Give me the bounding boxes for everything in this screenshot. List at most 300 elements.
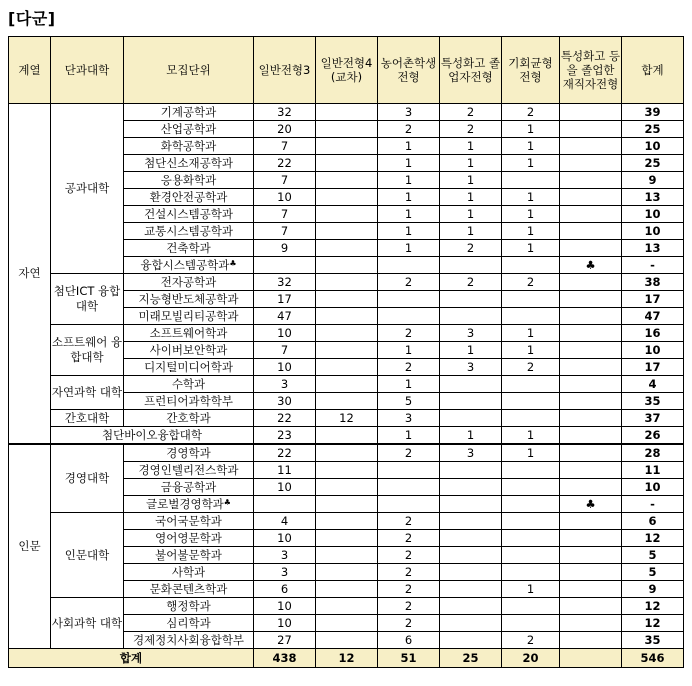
header-total: 합계: [622, 37, 684, 104]
special-worker-cell: [560, 598, 622, 615]
special-grad-cell: 1: [440, 138, 502, 155]
field-cell: 자연: [9, 104, 51, 445]
special-grad-cell: 2: [440, 104, 502, 121]
equal-opportunity-cell: 2: [502, 632, 560, 649]
equal-opportunity-cell: [502, 598, 560, 615]
row-total-cell: 35: [622, 393, 684, 410]
row-total-cell: 10: [622, 138, 684, 155]
general4-cell: [316, 308, 378, 325]
table-row: [9, 325, 684, 342]
equal-opportunity-cell: 1: [502, 206, 560, 223]
equal-opportunity-cell: [502, 410, 560, 427]
unit-label: 교통시스템공학과: [144, 223, 233, 238]
general3-cell: 11: [254, 462, 316, 479]
rural-cell: 5: [378, 393, 440, 410]
unit-cell: [124, 172, 254, 189]
general3-cell: 22: [254, 410, 316, 427]
general4-cell: [316, 427, 378, 445]
general4-cell: [316, 598, 378, 615]
rural-cell: 1: [378, 240, 440, 257]
special-grad-cell: 1: [440, 172, 502, 189]
general3-cell: [254, 496, 316, 513]
rural-cell: 2: [378, 359, 440, 376]
rural-cell: 3: [378, 104, 440, 121]
row-total-cell: 16: [622, 325, 684, 342]
unit-cell: [124, 104, 254, 121]
general3-cell: 10: [254, 598, 316, 615]
rural-cell: 2: [378, 547, 440, 564]
special-worker-cell: [560, 359, 622, 376]
row-total-cell: 12: [622, 530, 684, 547]
general4-cell: [316, 121, 378, 138]
unit-label: 영어영문학과: [155, 530, 222, 545]
general3-cell: 30: [254, 393, 316, 410]
row-total-cell: -: [622, 496, 684, 513]
special-grad-cell: 1: [440, 427, 502, 445]
total-equal-opportunity: 20: [502, 649, 560, 668]
table-row: [9, 410, 684, 427]
unit-cell: [124, 189, 254, 206]
general4-cell: [316, 513, 378, 530]
row-total-cell: 11: [622, 462, 684, 479]
special-grad-cell: [440, 462, 502, 479]
special-grad-cell: 1: [440, 206, 502, 223]
special-grad-cell: [440, 632, 502, 649]
special-worker-cell: [560, 138, 622, 155]
general3-cell: 10: [254, 530, 316, 547]
unit-cell: [124, 598, 254, 615]
unit-cell: [124, 291, 254, 308]
unit-cell: [124, 393, 254, 410]
unit-cell: [124, 138, 254, 155]
rural-cell: 1: [378, 206, 440, 223]
general3-cell: 7: [254, 223, 316, 240]
equal-opportunity-cell: [502, 564, 560, 581]
general4-cell: [316, 393, 378, 410]
page-title: [다군]: [8, 9, 56, 28]
table-row: [9, 376, 684, 393]
special-grad-cell: [440, 564, 502, 581]
general3-cell: 4: [254, 513, 316, 530]
unit-label: 건축학과: [166, 240, 211, 255]
row-total-cell: 12: [622, 598, 684, 615]
general4-cell: [316, 462, 378, 479]
special-worker-cell: [560, 121, 622, 138]
header-equal-opportunity: 기회균형 전형: [502, 37, 560, 104]
equal-opportunity-cell: 1: [502, 121, 560, 138]
general4-cell: [316, 223, 378, 240]
rural-cell: 2: [378, 530, 440, 547]
row-total-cell: 9: [622, 581, 684, 598]
college-cell: 인문대학: [51, 513, 124, 598]
special-grad-cell: 1: [440, 342, 502, 359]
general4-cell: [316, 155, 378, 172]
unit-label: 환경안전공학과: [149, 189, 228, 204]
equal-opportunity-cell: 1: [502, 240, 560, 257]
rural-cell: 2: [378, 598, 440, 615]
row-total-cell: 37: [622, 410, 684, 427]
unit-label: 화학공학과: [160, 138, 217, 153]
row-total-cell: 13: [622, 240, 684, 257]
college-cell: 소프트웨어 융합대학: [51, 325, 124, 376]
row-total-cell: 35: [622, 632, 684, 649]
table-row: [9, 513, 684, 530]
unit-cell: [124, 513, 254, 530]
general4-cell: [316, 359, 378, 376]
total-special-worker: [560, 649, 622, 668]
rural-cell: 6: [378, 632, 440, 649]
college-cell: 경영대학: [51, 444, 124, 513]
grand-total: 546: [622, 649, 684, 668]
general3-cell: 32: [254, 104, 316, 121]
equal-opportunity-cell: 1: [502, 155, 560, 172]
special-worker-cell: [560, 240, 622, 257]
rural-cell: 3: [378, 410, 440, 427]
row-total-cell: -: [622, 257, 684, 274]
rural-cell: 1: [378, 342, 440, 359]
row-total-cell: 17: [622, 291, 684, 308]
general3-cell: 10: [254, 359, 316, 376]
special-grad-cell: 1: [440, 155, 502, 172]
special-grad-cell: [440, 410, 502, 427]
general3-cell: 27: [254, 632, 316, 649]
rural-cell: 1: [378, 172, 440, 189]
row-total-cell: 5: [622, 547, 684, 564]
unit-cell: [124, 410, 254, 427]
equal-opportunity-cell: [502, 291, 560, 308]
unit-cell: [124, 240, 254, 257]
general3-cell: 3: [254, 547, 316, 564]
general3-cell: 10: [254, 325, 316, 342]
equal-opportunity-cell: [502, 172, 560, 189]
special-worker-cell: [560, 325, 622, 342]
special-worker-cell: [560, 581, 622, 598]
rural-cell: 2: [378, 121, 440, 138]
general4-cell: [316, 206, 378, 223]
unit-label: 글로벌경영학과: [146, 496, 224, 511]
rural-cell: [378, 479, 440, 496]
special-worker-cell: [560, 632, 622, 649]
equal-opportunity-cell: [502, 308, 560, 325]
general4-cell: [316, 547, 378, 564]
general4-cell: 12: [316, 410, 378, 427]
rural-cell: 2: [378, 615, 440, 632]
unit-cell: [124, 462, 254, 479]
special-grad-cell: [440, 496, 502, 513]
special-worker-cell: [560, 410, 622, 427]
general4-cell: [316, 240, 378, 257]
unit-label: 행정학과: [166, 598, 211, 613]
special-worker-cell: [560, 274, 622, 291]
general4-cell: [316, 632, 378, 649]
special-grad-cell: [440, 547, 502, 564]
general4-cell: [316, 564, 378, 581]
general4-cell: [316, 530, 378, 547]
equal-opportunity-cell: [502, 615, 560, 632]
unit-label: 건설시스템공학과: [144, 206, 233, 221]
rural-cell: 1: [378, 427, 440, 445]
general3-cell: 7: [254, 342, 316, 359]
total-label: 합계: [9, 649, 254, 668]
special-worker-cell: [560, 547, 622, 564]
general3-cell: 7: [254, 172, 316, 189]
general4-cell: [316, 325, 378, 342]
rural-cell: 2: [378, 564, 440, 581]
college-cell: 사회과학 대학: [51, 598, 124, 649]
row-total-cell: 25: [622, 155, 684, 172]
special-grad-cell: 2: [440, 240, 502, 257]
rural-cell: 2: [378, 274, 440, 291]
table-row: [9, 598, 684, 615]
header-rural: 농어촌학생 전형: [378, 37, 440, 104]
unit-cell: [124, 359, 254, 376]
special-worker-cell: [560, 462, 622, 479]
row-total-cell: 5: [622, 564, 684, 581]
table-row: [9, 444, 684, 462]
special-worker-cell: [560, 444, 622, 462]
special-grad-cell: [440, 581, 502, 598]
general3-cell: 3: [254, 564, 316, 581]
rural-cell: 1: [378, 155, 440, 172]
special-grad-cell: [440, 513, 502, 530]
general3-cell: 10: [254, 615, 316, 632]
special-grad-cell: 1: [440, 223, 502, 240]
unit-label: 응용화학과: [160, 172, 217, 187]
general4-cell: [316, 479, 378, 496]
unit-cell: [124, 342, 254, 359]
row-total-cell: 10: [622, 342, 684, 359]
unit-label: 산업공학과: [160, 121, 217, 136]
row-total-cell: 6: [622, 513, 684, 530]
special-worker-cell: [560, 189, 622, 206]
special-worker-cell: [560, 564, 622, 581]
total-row: [9, 649, 684, 668]
special-grad-cell: [440, 308, 502, 325]
unit-label: 수학과: [171, 376, 206, 391]
club-mark-icon: ♣: [223, 497, 231, 507]
unit-label: 기계공학과: [160, 104, 217, 119]
special-grad-cell: 2: [440, 121, 502, 138]
row-total-cell: 10: [622, 479, 684, 496]
special-worker-cell: ♣: [560, 496, 622, 513]
unit-label: 프런티어과학학부: [144, 393, 233, 408]
general3-cell: 9: [254, 240, 316, 257]
unit-cell: [124, 274, 254, 291]
special-grad-cell: 3: [440, 359, 502, 376]
equal-opportunity-cell: 1: [502, 444, 560, 462]
general3-cell: 22: [254, 155, 316, 172]
equal-opportunity-cell: 1: [502, 138, 560, 155]
equal-opportunity-cell: [502, 530, 560, 547]
equal-opportunity-cell: [502, 462, 560, 479]
unit-cell: [124, 325, 254, 342]
unit-cell: [124, 121, 254, 138]
general3-cell: 47: [254, 308, 316, 325]
row-total-cell: 39: [622, 104, 684, 121]
rural-cell: 1: [378, 223, 440, 240]
special-grad-cell: [440, 376, 502, 393]
unit-label: 지능형반도체공학과: [138, 291, 239, 306]
college-cell: 간호대학: [51, 410, 124, 427]
row-total-cell: 10: [622, 223, 684, 240]
special-worker-cell: [560, 376, 622, 393]
special-worker-cell: ♣: [560, 257, 622, 274]
rural-cell: [378, 291, 440, 308]
rural-cell: 2: [378, 513, 440, 530]
general4-cell: [316, 376, 378, 393]
row-total-cell: 47: [622, 308, 684, 325]
special-worker-cell: [560, 155, 622, 172]
special-grad-cell: [440, 615, 502, 632]
general4-cell: [316, 444, 378, 462]
unit-cell: [124, 308, 254, 325]
unit-label: 불어불문학과: [155, 547, 222, 562]
row-total-cell: 9: [622, 172, 684, 189]
college-cell: 자연과학 대학: [51, 376, 124, 410]
unit-label: 첨단신소재공학과: [144, 155, 233, 170]
unit-label: 금융공학과: [160, 479, 217, 494]
general4-cell: [316, 138, 378, 155]
unit-label: 소프트웨어학과: [149, 325, 228, 340]
unit-cell: [124, 155, 254, 172]
header-college: 단과대학: [51, 37, 124, 104]
total-rural: 51: [378, 649, 440, 668]
general3-cell: 32: [254, 274, 316, 291]
general4-cell: [316, 172, 378, 189]
general4-cell: [316, 104, 378, 121]
field-cell: 인문: [9, 444, 51, 649]
row-total-cell: 12: [622, 615, 684, 632]
unit-cell: [124, 257, 254, 274]
rural-cell: 1: [378, 189, 440, 206]
row-total-cell: 28: [622, 444, 684, 462]
unit-cell: [124, 223, 254, 240]
equal-opportunity-cell: 1: [502, 427, 560, 445]
admissions-table: [8, 36, 684, 668]
equal-opportunity-cell: [502, 257, 560, 274]
special-worker-cell: [560, 393, 622, 410]
general3-cell: 23: [254, 427, 316, 445]
special-worker-cell: [560, 615, 622, 632]
rural-cell: [378, 496, 440, 513]
rural-cell: [378, 462, 440, 479]
unit-label: 경제정치사회융합학부: [132, 632, 245, 647]
header-row: [9, 37, 684, 104]
special-worker-cell: [560, 342, 622, 359]
row-total-cell: 4: [622, 376, 684, 393]
rural-cell: [378, 308, 440, 325]
row-total-cell: 26: [622, 427, 684, 445]
general4-cell: [316, 615, 378, 632]
equal-opportunity-cell: [502, 376, 560, 393]
general3-cell: 7: [254, 138, 316, 155]
equal-opportunity-cell: [502, 547, 560, 564]
table-row: [9, 427, 684, 445]
general4-cell: [316, 257, 378, 274]
general3-cell: 10: [254, 479, 316, 496]
special-worker-cell: [560, 104, 622, 121]
special-worker-cell: [560, 291, 622, 308]
special-worker-cell: [560, 172, 622, 189]
special-worker-cell: [560, 427, 622, 445]
general3-cell: [254, 257, 316, 274]
general3-cell: 22: [254, 444, 316, 462]
row-total-cell: 25: [622, 121, 684, 138]
row-total-cell: 13: [622, 189, 684, 206]
special-grad-cell: [440, 598, 502, 615]
equal-opportunity-cell: [502, 513, 560, 530]
special-grad-cell: 1: [440, 189, 502, 206]
special-worker-cell: [560, 513, 622, 530]
unit-cell: [124, 496, 254, 513]
unit-label: 미래모빌리티공학과: [138, 308, 239, 323]
unit-cell: [124, 479, 254, 496]
special-grad-cell: 3: [440, 325, 502, 342]
unit-label: 경영인텔리전스학과: [138, 462, 239, 477]
special-grad-cell: [440, 393, 502, 410]
general4-cell: [316, 189, 378, 206]
equal-opportunity-cell: [502, 479, 560, 496]
unit-cell: [124, 615, 254, 632]
special-worker-cell: [560, 479, 622, 496]
header-general4: 일반전형4 (교차): [316, 37, 378, 104]
total-general4: 12: [316, 649, 378, 668]
special-worker-cell: [560, 308, 622, 325]
college-cell: 공과대학: [51, 104, 124, 274]
header-general3: 일반전형3: [254, 37, 316, 104]
rural-cell: 2: [378, 325, 440, 342]
equal-opportunity-cell: 2: [502, 104, 560, 121]
equal-opportunity-cell: 1: [502, 223, 560, 240]
general4-cell: [316, 496, 378, 513]
special-grad-cell: [440, 479, 502, 496]
unit-label: 전자공학과: [160, 274, 217, 289]
equal-opportunity-cell: 1: [502, 325, 560, 342]
club-mark-icon: ♣: [229, 258, 237, 268]
general3-cell: 20: [254, 121, 316, 138]
rural-cell: [378, 257, 440, 274]
general3-cell: 3: [254, 376, 316, 393]
general4-cell: [316, 342, 378, 359]
unit-cell: [124, 547, 254, 564]
equal-opportunity-cell: 2: [502, 274, 560, 291]
unit-label: 경영학과: [166, 445, 211, 460]
special-grad-cell: 2: [440, 274, 502, 291]
unit-label: 디지털미디어학과: [144, 359, 233, 374]
unit-label: 사학과: [171, 564, 206, 579]
college-cell: 첨단바이오융합대학: [51, 427, 254, 445]
equal-opportunity-cell: 1: [502, 342, 560, 359]
unit-label: 심리학과: [166, 615, 211, 630]
equal-opportunity-cell: [502, 393, 560, 410]
rural-cell: 2: [378, 444, 440, 462]
row-total-cell: 38: [622, 274, 684, 291]
table-row: [9, 104, 684, 121]
unit-cell: [124, 564, 254, 581]
general4-cell: [316, 581, 378, 598]
equal-opportunity-cell: 1: [502, 581, 560, 598]
total-special-grad: 25: [440, 649, 502, 668]
unit-cell: [124, 581, 254, 598]
row-total-cell: 17: [622, 359, 684, 376]
header-special-worker: 특성화고 등을 졸업한 재직자전형: [560, 37, 622, 104]
special-worker-cell: [560, 206, 622, 223]
header-special-grad: 특성화고 졸업자전형: [440, 37, 502, 104]
college-cell: 첨단ICT 융합대학: [51, 274, 124, 325]
general4-cell: [316, 291, 378, 308]
unit-label: 융합시스템공학과: [140, 257, 230, 272]
general3-cell: 17: [254, 291, 316, 308]
